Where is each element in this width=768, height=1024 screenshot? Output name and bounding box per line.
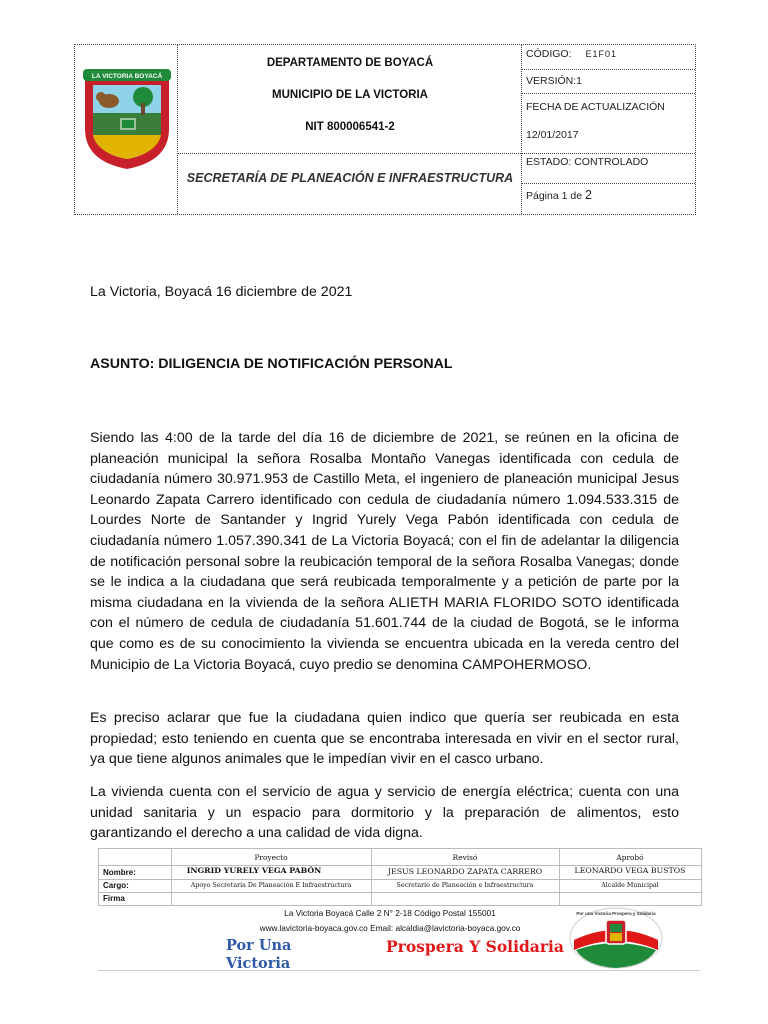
- col-header-aprobo: Aprobó: [616, 853, 644, 862]
- emblem-text: Por una Victoria Prospera y Solidaria: [576, 911, 656, 916]
- body-paragraph-2: Es preciso aclarar que fue la ciudadana quien indico que quería ser reubicada en esta propiedad; esto teniendo en cuenta que se encontraba interesada en vivir en el sector rural, ya que tiene algunos animales que le impedían vivir en el casco urbano.: [90, 710, 679, 768]
- fecha-value: 12/01/2017: [526, 129, 579, 141]
- logo-banner-text: LA VICTORIA BOYACÁ: [91, 73, 163, 80]
- footer-web-email: www.lavictoria-boyaca.gov.co Email: alcaldia@lavictoria-boyaca.gov.co: [259, 923, 521, 933]
- name-proyecto: INGRID YURELY VEGA PABÓN: [186, 866, 322, 875]
- codigo-field: [526, 48, 617, 60]
- role-aprobo: Alcalde Municipal: [601, 882, 659, 889]
- row-label-firma: Firma: [103, 894, 125, 903]
- logo-year-text: 1953: [120, 161, 134, 167]
- letter-subject: ASUNTO: DILIGENCIA DE NOTIFICACIÓN PERSONAL: [90, 356, 453, 372]
- role-proyecto: Apoyo Secretaria De Planeación E Infraestructura: [190, 882, 352, 889]
- name-reviso: JESUS LEONARDO ZAPATA CARRERO: [387, 867, 543, 876]
- pagina-field: [526, 188, 592, 202]
- footer-address: La Victoria Boyacá Calle 2 N° 2-18 Código Postal 155001: [284, 908, 496, 918]
- col-header-proyecto: Proyecto: [254, 853, 288, 862]
- name-aprobo: LEONARDO VEGA BUSTOS: [574, 866, 686, 875]
- row-label-nombre: Nombre:: [103, 868, 136, 877]
- department-title: DEPARTAMENTO DE BOYACÁ: [266, 57, 434, 69]
- pagina-prefix: Página 1 de: [526, 190, 583, 202]
- estado-field: ESTADO: CONTROLADO: [526, 156, 649, 168]
- municipal-shield-logo: [81, 69, 173, 171]
- secretariat-title: SECRETARÍA DE PLANEACIÓN E INFRAESTRUCTURA: [186, 171, 514, 185]
- body-paragraph-1: Siendo las 4:00 de la tarde del día 16 de diciembre de 2021, se reúnen en la oficina de planeación municipal la señora Rosalba Montaño Vanegas identificada con cedula de ciudadanía número 30.971.953 de Castillo Meta, el ingeniero de planeación municipal Jesus Leonardo Zapata Carrero identificado con cedula de ciudadanía número 1.094.533.315 de Lourdes Norte de Santander y Ingrid Yurely Vega Pabón identificada con cedula de ciudadanía número 1.057.390.341 de La Victoria Boyacá; con el fin de adelantar la diligencia de notificación personal sobre la reubicación temporal de la señora Rosalba Vanegas; donde se le indica a la ciudadana que será reubicada temporalmente y a petición de parte por la misma ciudadana en la vivienda de la señora ALIETH MARIA FLORIDO SOTO identificada con el número de cedula de ciudadanía 51.601.744 de la ciudad de Bogotá, se le informa que como es de su conocimiento la vivienda se encuentra ubicada en la vereda centro del Municipio de La Victoria Boyacá, cuyo predio se denomina CAMPOHERMOSO.: [90, 430, 679, 673]
- letter-date: La Victoria, Boyacá 16 diciembre de 2021: [90, 284, 353, 300]
- codigo-label: CÓDIGO:: [526, 48, 572, 60]
- footer-divider: [98, 970, 700, 971]
- row-label-cargo: Cargo:: [103, 881, 129, 890]
- footer-slogan-left: Por Una Victoria: [226, 937, 292, 972]
- col-header-reviso: Revisó: [452, 853, 478, 862]
- body-paragraph-3: La vivienda cuenta con el servicio de agua y servicio de energía eléctrica; cuenta con una unidad sanitaria y un espacio para dormitorio y la preparación de alimentos, esto garantizando el derecho a una calidad de vida digna.: [90, 784, 679, 842]
- document-header-table: [74, 44, 696, 215]
- codigo-value: E1F01: [585, 49, 618, 59]
- footer-slogan-right: Prospera Y Solidaria: [386, 937, 564, 956]
- campaign-emblem-logo: [566, 906, 666, 970]
- pagina-total: 2: [584, 188, 592, 202]
- fecha-label: FECHA DE ACTUALIZACIÓN: [526, 101, 665, 113]
- nit-label: NIT 800006541-2: [305, 121, 395, 133]
- version-field: VERSIÓN:1: [526, 75, 583, 87]
- municipality-title: MUNICIPIO DE LA VICTORIA: [272, 89, 428, 101]
- role-reviso: Secretario de Planeación e Infraestructura: [396, 882, 534, 889]
- signature-table: [98, 848, 702, 906]
